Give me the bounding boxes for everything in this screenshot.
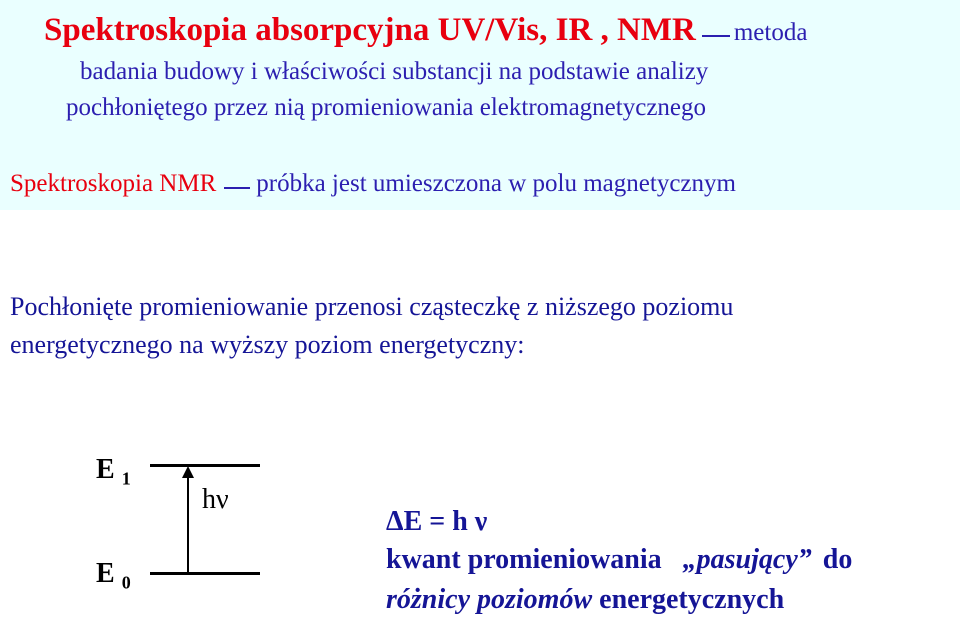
- dash-separator: [702, 35, 730, 37]
- delta-symbol: Δ: [386, 506, 404, 537]
- quantum-text-difference: różnicy poziomów: [386, 584, 593, 615]
- dash-separator: [224, 187, 250, 189]
- energy-level-e0-line: [150, 572, 260, 575]
- photon-label: hν: [202, 484, 229, 515]
- quantum-text-matching: „pasujący”: [682, 544, 812, 575]
- energy-level-e0-label: [96, 558, 131, 594]
- title-tail: metoda: [733, 19, 808, 46]
- title-line: [44, 12, 807, 49]
- equation-rest: E = h ν: [403, 506, 488, 537]
- e1-letter: E: [96, 454, 115, 485]
- quantum-text-to: do: [822, 544, 853, 575]
- nmr-label: Spektroskopia NMR: [10, 170, 217, 197]
- e0-subscript: 0: [121, 572, 131, 593]
- transition-arrow-shaft: [187, 476, 189, 572]
- absorption-line-2: energetycznego na wyższy poziom energetyczny:: [10, 330, 525, 359]
- energy-equation: [386, 506, 487, 538]
- e0-letter: E: [96, 558, 115, 589]
- quantum-line-1: [386, 544, 852, 576]
- title-main: Spektroskopia absorpcyjna UV/Vis, IR , NMR: [44, 12, 696, 48]
- quantum-text-1: kwant promieniowania: [386, 544, 662, 575]
- quantum-line-2: [386, 584, 784, 616]
- definition-line-2: badania budowy i właściwości substancji na podstawie analizy: [80, 58, 709, 85]
- nmr-line: [10, 170, 736, 198]
- energy-level-e1-line: [150, 464, 260, 467]
- quantum-text-energetic: energetycznych: [599, 584, 785, 615]
- absorption-line-1: Pochłonięte promieniowanie przenosi cząsteczkę z niższego poziomu: [10, 292, 734, 321]
- nmr-text: próbka jest umieszczona w polu magnetycznym: [256, 170, 736, 197]
- definition-line-3: pochłoniętego przez nią promieniowania elektromagnetycznego: [66, 94, 707, 121]
- transition-arrow-head: [182, 466, 194, 478]
- energy-level-e1-label: [96, 454, 131, 490]
- e1-subscript: 1: [121, 468, 131, 489]
